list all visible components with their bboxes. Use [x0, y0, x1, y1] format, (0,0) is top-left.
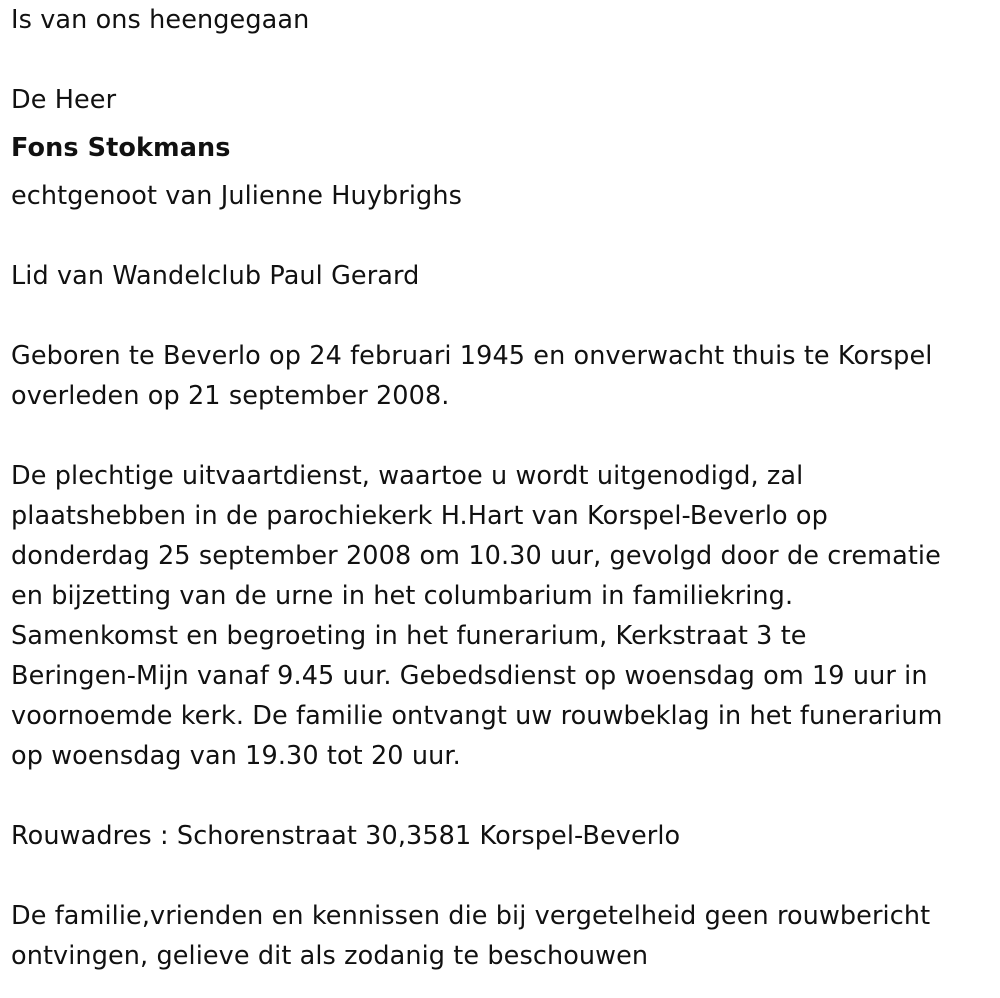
spacer — [11, 776, 991, 816]
spacer — [11, 216, 991, 256]
paragraph-line: overleden op 21 september 2008. — [11, 381, 450, 411]
paragraph-line: Samenkomst en begroeting in het funerarium, Kerkstraat 3 te — [11, 621, 807, 651]
paragraph-line: De plechtige uitvaartdienst, waartoe u wordt uitgenodigd, zal — [11, 461, 804, 491]
obituary-document — [11, 0, 991, 976]
closing-paragraph — [11, 896, 991, 976]
paragraph-line: Beringen-Mijn vanaf 9.45 uur. Gebedsdienst op woensdag om 19 uur in — [11, 661, 928, 691]
spouse-text: echtgenoot van Julienne Huybrighs — [11, 181, 462, 211]
funeral-paragraph — [11, 456, 991, 776]
paragraph-line: Geboren te Beverlo op 24 februari 1945 en onverwacht thuis te Korspel — [11, 341, 933, 371]
paragraph-line: voornoemde kerk. De familie ontvangt uw rouwbeklag in het funerarium — [11, 701, 943, 731]
spacer — [11, 120, 991, 128]
spacer — [11, 856, 991, 896]
paragraph-line: ontvingen, gelieve dit als zodanig te beschouwen — [11, 941, 649, 971]
paragraph-line: en bijzetting van de urne in het columbarium in familiekring. — [11, 581, 794, 611]
intro-text: Is van ons heengegaan — [11, 5, 310, 35]
paragraph-line: donderdag 25 september 2008 om 10.30 uur, gevolgd door de crematie — [11, 541, 941, 571]
spacer — [11, 168, 991, 176]
honorific: De Heer — [11, 85, 117, 115]
membership-text: Lid van Wandelclub Paul Gerard — [11, 261, 420, 291]
deceased-name: Fons Stokmans — [11, 133, 231, 163]
birth-death-paragraph — [11, 336, 991, 416]
paragraph-line: De familie,vrienden en kennissen die bij vergetelheid geen rouwbericht — [11, 901, 931, 931]
paragraph-line: plaatshebben in de parochiekerk H.Hart van Korspel-Beverlo op — [11, 501, 828, 531]
spacer — [11, 416, 991, 456]
paragraph-line: op woensdag van 19.30 tot 20 uur. — [11, 741, 461, 771]
spacer — [11, 40, 991, 80]
spacer — [11, 296, 991, 336]
mourning-address: Rouwadres : Schorenstraat 30,3581 Korspel-Beverlo — [11, 821, 681, 851]
